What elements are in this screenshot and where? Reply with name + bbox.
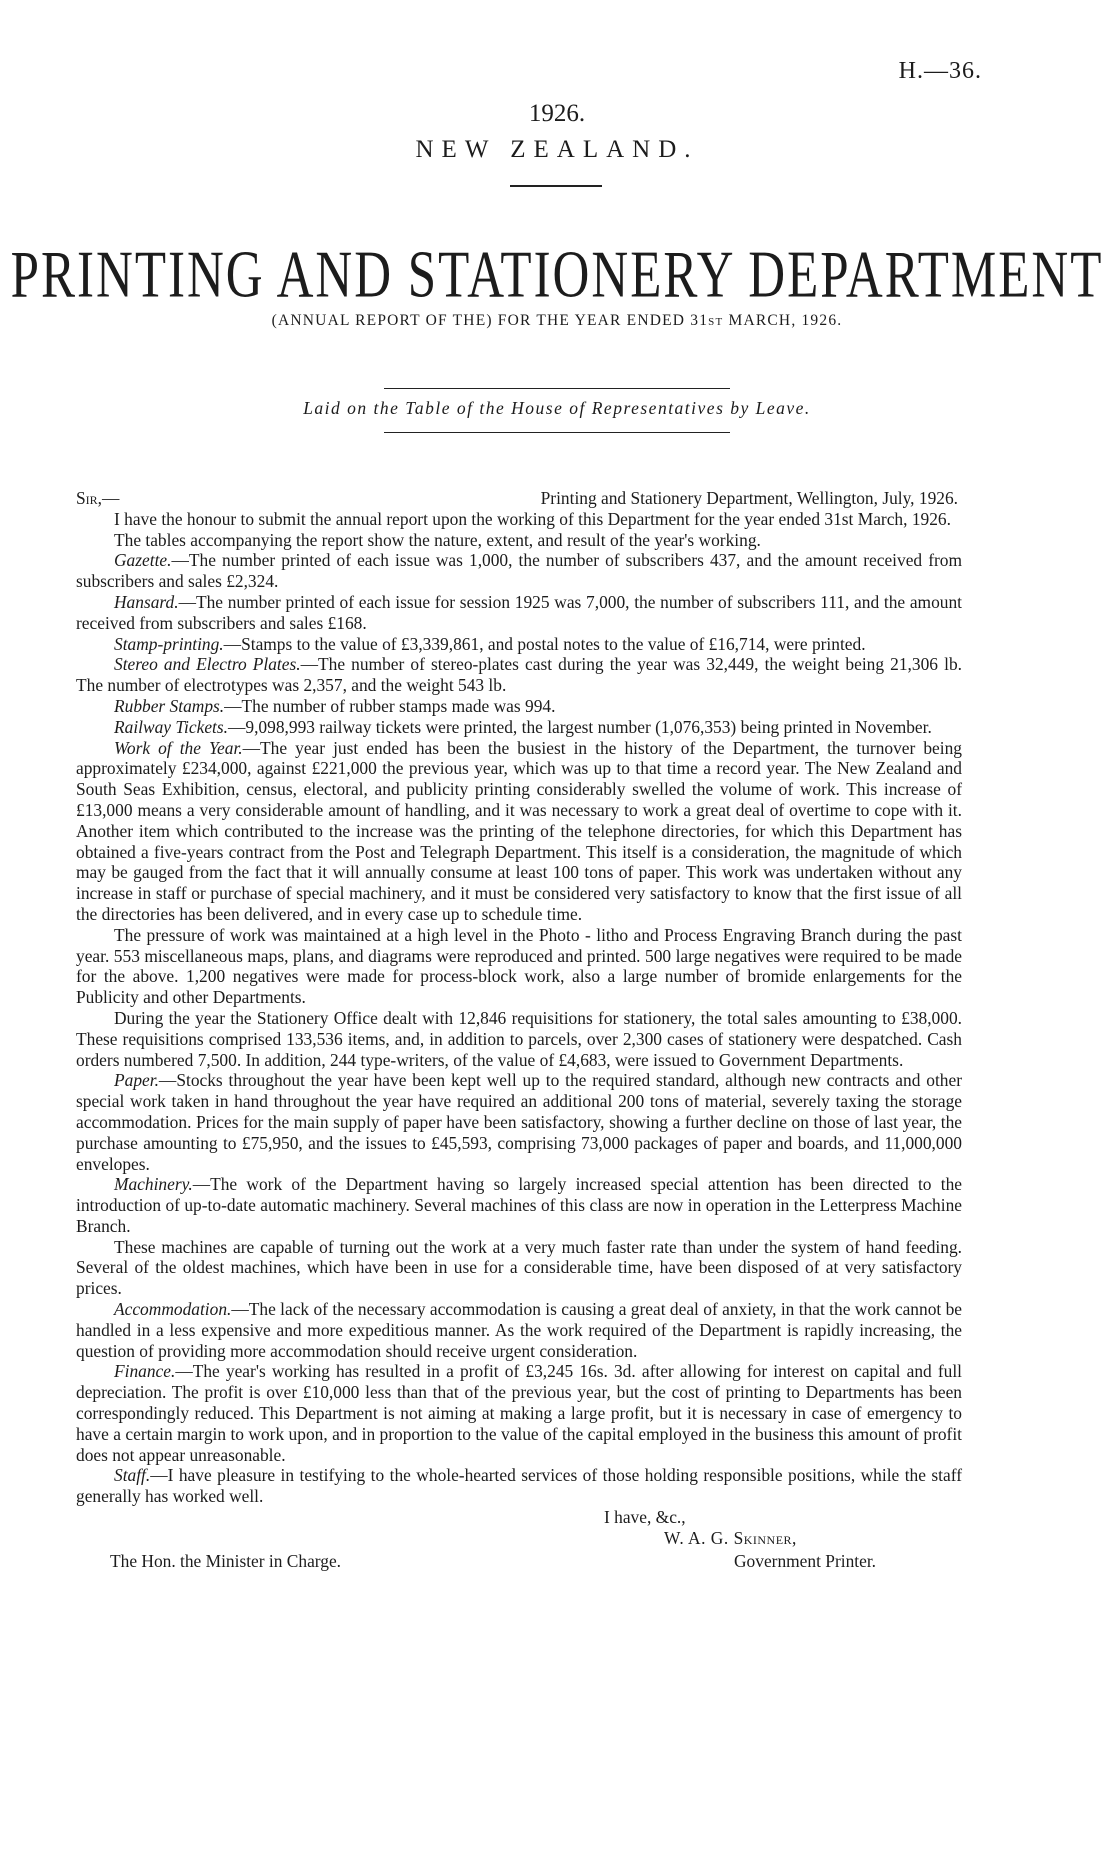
signatory-initials: W. A. G. [664,1528,734,1549]
letter-body [76,488,962,1591]
laid-top-rule [384,388,730,389]
machinery-paragraph [76,1174,962,1236]
laid-bottom-rule [384,432,730,433]
hansard-paragraph [76,592,962,634]
paper-heading: Paper. [114,1070,159,1091]
stamp-text: —Stamps to the value of £3,339,861, and postal notes to the value of £16,714, were printed. [223,633,866,654]
place-date: Printing and Stationery Department, Wellington, July, 1926. [540,488,958,508]
machinery-heading: Machinery. [114,1174,193,1195]
machines-paragraph: These machines are capable of turning out the work at a very much faster rate than under the system of hand feeding. Several of the oldest machines, which have been in use for a considerable time, have been disposed of at very satisfactory prices. [76,1236,962,1299]
signatory-surname: Skinner, [733,1528,797,1549]
top-divider [510,185,602,187]
finance-paragraph [76,1361,962,1465]
addressee: The Hon. the Minister in Charge. [110,1551,342,1572]
paper-text: —Stocks throughout the year have been kept well up to the required standard, although new contracts and other special work taken in hand throughout the year have required an additional 200 tons of material, severely taxing the storage accommodation. Prices for the main supply of paper have been satisfactory, showing a further decline on those of last year, the purchase amounting to £75,950, and the issues to £45,593, comprising 73,000 packages of paper and boards, and 11,000,000 envelopes. [76,1070,962,1174]
subtitle-sup: ST [708,316,724,328]
report-title: PRINTING AND STATIONERY DEPARTMENT [10,239,1104,313]
stationery-paragraph: During the year the Stationery Office dealt with 12,846 requisitions for stationery, the total sales amounting to £38,000. These requisitions comprised 133,536 items, and, in addition to parcels, over 2,300 cases of stationery were despatched. Cash orders numbered 7,500. In addition, 244 type-writers, of the value of £4,683, were issued to Government Departments. [76,1007,962,1070]
signatory-name [664,1528,797,1549]
subtitle-post: MARCH, 1926. [723,312,843,329]
paper-paragraph [76,1070,962,1174]
staff-paragraph [76,1465,962,1507]
intro-paragraph: I have the honour to submit the annual report upon the working of this Department for the year ended 31st March, 1926. [114,508,951,529]
accommodation-heading: Accommodation. [114,1299,232,1320]
photo-paragraph: The pressure of work was maintained at a high level in the Photo - litho and Process Engraving Branch during the past year. 553 miscellaneous maps, plans, and diagrams were reproduced and printed. 500 large negatives were required to be made for the above. 1,200 negatives were made for process-block work, also a large number of bromide enlargements for the Publicity and other Departments. [76,924,962,1008]
rubber-text: —The number of rubber stamps made was 994. [224,695,556,716]
stereo-paragraph [76,654,962,696]
accommodation-text: —The lack of the necessary accommodation is causing a great deal of anxiety, in that the work cannot be handled in a less expensive and more expeditious manner. As the work required of the Department is rapidly increasing, the question of providing more accommodation should receive urgent consideration. [76,1299,962,1361]
document-year: 1926. [528,100,586,127]
staff-text: —I have pleasure in testifying to the whole-hearted services of those holding responsible positions, while the staff generally has worked well. [76,1465,962,1507]
hansard-heading: Hansard. [114,591,179,612]
work-heading: Work of the Year. [114,737,243,758]
rubber-heading: Rubber Stamps. [114,695,225,716]
signatory-role: Government Printer. [734,1551,876,1572]
railway-text: —9,098,993 railway tickets were printed, the largest number (1,076,353) being printed in November. [228,716,932,737]
work-paragraph [76,738,962,925]
accommodation-paragraph [76,1299,962,1361]
staff-heading: Staff. [114,1465,151,1486]
document-reference: H.—36. [898,58,982,84]
tables-paragraph: The tables accompanying the report show the nature, extent, and result of the year's working. [114,529,761,550]
salutation: Sir,— [76,488,120,508]
laid-notice: Laid on the Table of the House of Representatives by Leave. [303,398,811,418]
report-subtitle [0,312,1114,330]
subtitle-pre: (ANNUAL REPORT OF THE) FOR THE YEAR ENDED 31 [271,312,709,329]
closing: I have, &c., [604,1507,686,1528]
finance-text: —The year's working has resulted in a profit of £3,245 16s. 3d. after allowing for interest on capital and full depreciation. The profit is over £10,000 less than that of the previous year, but the cost of printing to Departments has been correspondingly reduced. This Department is not aiming at making a large profit, but it is necessary in case of emergency to have a certain margin to work upon, and in proportion to the value of the capital employed in the business this amount of profit does not appear unreasonable. [76,1361,962,1465]
stereo-text: —The number of stereo-plates cast during the year was 32,449, the weight being 21,306 lb. The number of electrotypes was 2,357, and the weight 543 lb. [76,654,962,696]
stamp-paragraph [76,634,962,655]
stamp-heading: Stamp-printing. [114,633,224,654]
signature-block [76,1507,962,1591]
work-text: —The year just ended has been the busiest in the history of the Department, the turnover being approximately £234,000, against £221,000 the previous year, which was up to that time a record year. The New Zealand and South Seas Exhibition, census, electoral, and publicity printing considerably swelled the volume of work. This increase of £13,000 means a very considerable amount of handling, and it was necessary to work a great deal of overtime to cope with it. Another item which contributed to the increase was the printing of the telephone directories, for which this Department has obtained a five-years contract from the Post and Telegraph Department. This itself is a consideration, the magnitude of which may be gauged from the fact that it will annually consume at least 100 tons of paper. This work was undertaken without any increase in staff or purchase of special machinery, and it must be considered very satisfactory to know that the first issue of all the directories has been delivered, and in every case up to schedule time. [76,737,962,924]
gazette-heading: Gazette. [114,550,172,571]
gazette-paragraph [76,550,962,592]
stereo-heading: Stereo and Electro Plates. [114,654,301,675]
machinery-text: —The work of the Department having so largely increased special attention has been directed to the introduction of up-to-date automatic machinery. Several machines of this class are now in operation in the Letterpress Machine Branch. [76,1174,962,1236]
country-heading: NEW ZEALAND. [415,136,699,163]
railway-heading: Railway Tickets. [114,716,228,737]
railway-paragraph [76,717,962,738]
hansard-text: —The number printed of each issue for session 1925 was 7,000, the number of subscribers 111, and the amount received from subscribers and sales £168. [76,591,962,633]
gazette-text: —The number printed of each issue was 1,000, the number of subscribers 437, and the amount received from subscribers and sales £2,324. [76,550,962,592]
rubber-paragraph [76,696,962,717]
salutation-line [76,488,962,509]
finance-heading: Finance. [114,1361,176,1382]
